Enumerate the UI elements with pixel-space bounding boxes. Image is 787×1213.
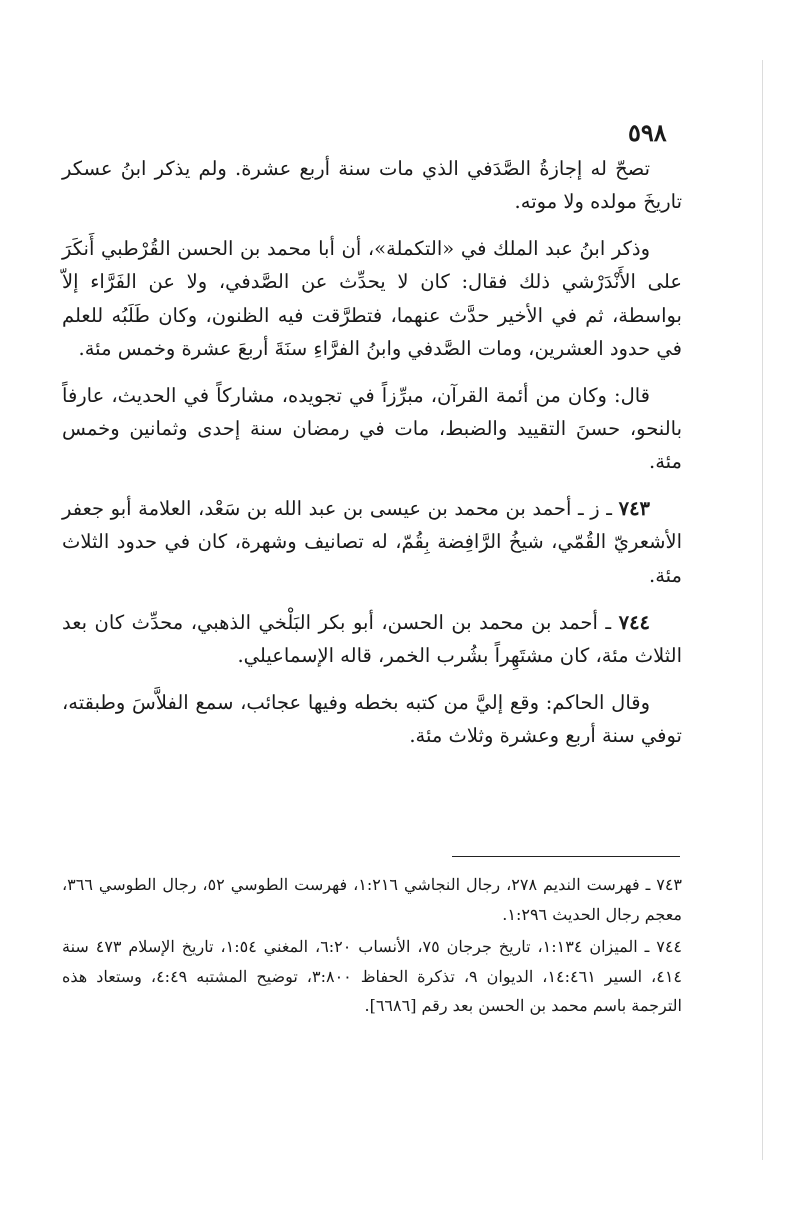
entry-743 (62, 492, 682, 591)
entry-text: ـ أحمد بن محمد بن الحسن، أبو بكر البَلْخي الذهبي، محدِّث كان بعد الثلاث مئة، كان مشتَهِراً بشُرب الخمر، قاله الإسماعيلي. (62, 610, 682, 667)
page-number: ٥٩٨ (628, 118, 667, 147)
footnotes (62, 870, 682, 1024)
entry-text: ـ ز ـ أحمد بن محمد بن عيسى بن عبد الله بن سَعْد، العلامة أبو جعفر الأشعريّ القُمّي، شيخُ الرَّافِضة بِقُمّ، له تصانيف وشهرة، كان في حدود الثلاث مئة. (62, 497, 682, 587)
main-text (62, 152, 682, 766)
paragraph: وذكر ابنُ عبد الملك في «التكملة»، أن أبا محمد بن الحسن القُرْطبي أَنكَرَ على الأَنْدَرْشي ذلك فقال: كان لا يحدِّث عن الصَّدفي، ولا عن الفَرَّاء إلاّ بواسطة، ثم في الأخير حدَّث عنهما، فتطرَّقت فيه الظنون، وكان طَلَبُه للعلم في حدود العشرين، ومات الصَّدفي وابنُ الفرَّاءِ سنَةَ أربعَ عشرة وخمس مئة. (62, 237, 682, 360)
paragraph: قال: وكان من أئمة القرآن، مبرِّزاً في تجويده، مشاركاً في الحديث، عارفاً بالنحو، حسنَ التقييد والضبط، مات في رمضان سنة إحدى وثمانين وخمس مئة. (62, 383, 682, 474)
paragraph: تصحّ له إجازةُ الصَّدَفي الذي مات سنة أربع عشرة. ولم يذكر ابنُ عسكر تاريخَ مولده ولا موته. (62, 157, 682, 214)
entry-744 (62, 606, 682, 672)
entry-number: ٧٤٣ (618, 497, 651, 521)
footnote: ٧٤٤ ـ الميزان ١:١٣٤، تاريخ جرجان ٧٥، الأنساب ٦:٢٠، المغني ١:٥٤، تاريخ الإسلام ٤٧٣ سنة ٤١٤، السير ١٤:٤٦١، الديوان ٩، تذكرة الحفاظ ٣:٨٠٠، توضيح المشتبه ٤:٤٩، وستعاد هذه الترجمة باسم محمد بن الحسن بعد رقم [٦٦٨٦]. (62, 937, 683, 1016)
entry-number: ٧٤٤ (618, 610, 651, 634)
footnote-divider (452, 856, 680, 857)
paragraph: وقال الحاكم: وقع إليَّ من كتبه بخطه وفيها عجائب، سمع الفلاَّسَ وطبقته، توفي سنة أربع وعشرة وثلاث مئة. (62, 690, 682, 748)
scan-edge-line (762, 60, 763, 1160)
footnote: ٧٤٣ ـ فهرست النديم ٢٧٨، رجال النجاشي ١:٢١٦، فهرست الطوسي ٥٢، رجال الطوسي ٣٦٦، معجم رجال الحديث ١:٢٩٦. (62, 875, 682, 924)
